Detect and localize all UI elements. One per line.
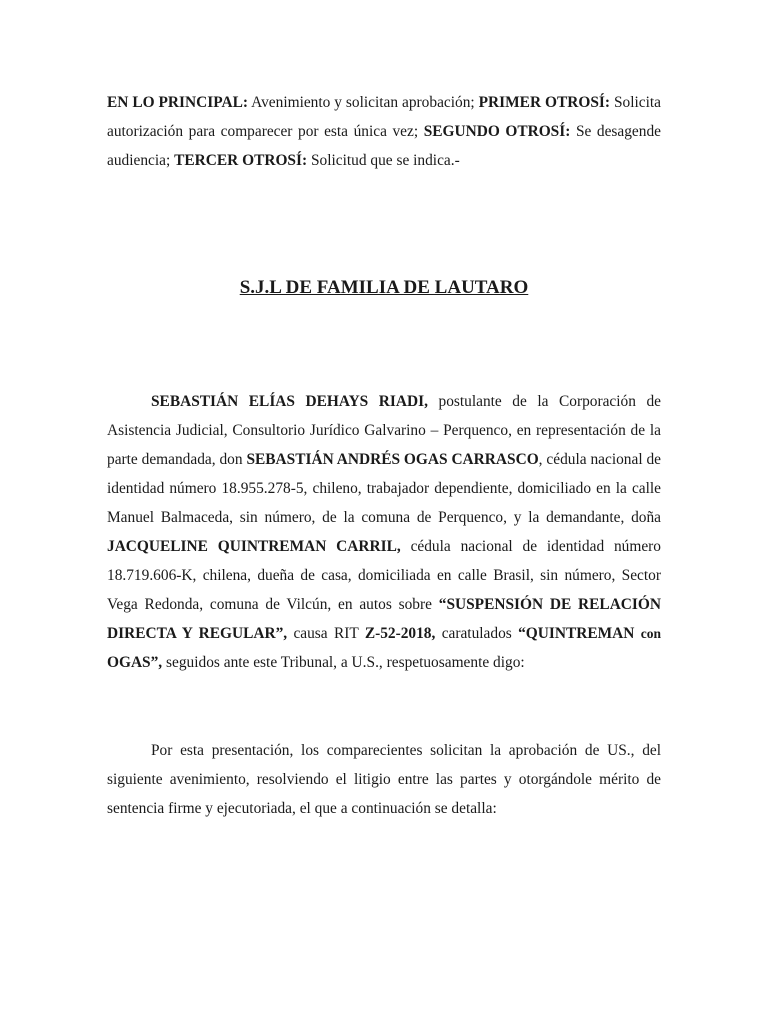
tercer-otrosi-label: TERCER OTROSÍ: [174, 152, 308, 169]
caratula-part-1: “QUINTREMAN [518, 625, 635, 642]
attorney-name: SEBASTIÁN ELÍAS DEHAYS RIADI, [151, 393, 428, 410]
presentacion-paragraph: Por esta presentación, los comparecientes solicitan la aprobación de US., del siguiente avenimiento, resolviendo el litigio entre las partes y otorgándole mérito de sentencia firme y ejecutoriada, el que a continuación se detalla: [107, 742, 661, 817]
defendant-name: SEBASTIÁN ANDRÉS OGAS CARRASCO [246, 451, 539, 468]
summa-paragraph [107, 88, 661, 175]
comparecencia-text-2: , cédula nacional de identidad número 18.955.278-5, chileno, trabajador dependiente, domiciliado en la calle Manuel Balmaceda, sin número, de la comuna de Perquenco, y la demandante, doña [107, 451, 662, 526]
court-title: S.J.L DE FAMILIA DE LAUTARO [239, 277, 529, 298]
principal-label: EN LO PRINCIPAL: [107, 94, 249, 111]
primer-otrosi-label: PRIMER OTROSÍ: [478, 94, 610, 111]
case-rit: Z-52-2018, [364, 625, 436, 642]
comparecencia-text-3: cédula nacional de identidad número 18.719.606-K, chilena, dueña de casa, domiciliada en calle Brasil, sin número, Sector Vega Redonda, comuna de Vilcún, en autos sobre [107, 538, 662, 613]
caratula-part-2: OGAS”, [107, 654, 163, 671]
tercer-otrosi-text: Solicitud que se indica.- [310, 152, 460, 169]
comparecencia-text-4: causa RIT [293, 625, 359, 642]
primer-otrosi-text: Solicita autorización para comparecer por esta única vez; [107, 94, 661, 140]
comparecencia-text-5: caratulados [441, 625, 512, 642]
comparecencia-paragraph [107, 387, 661, 677]
comparecencia-text-1: postulante de la Corporación de Asistencia Judicial, Consultorio Jurídico Galvarino – Perquenco, en representación de la parte demandada, don [107, 393, 661, 468]
comparecencia-text-6: seguidos ante este Tribunal, a U.S., respetuosamente digo: [166, 654, 525, 671]
segundo-otrosi-text: Se desagende audiencia; [107, 123, 661, 169]
plaintiff-name: JACQUELINE QUINTREMAN CARRIL, [107, 538, 401, 555]
segundo-otrosi-label: SEGUNDO OTROSÍ: [423, 123, 571, 140]
case-subject: “SUSPENSIÓN DE RELACIÓN DIRECTA Y REGULAR”, [107, 596, 661, 642]
principal-text: Avenimiento y solicitan aprobación; [251, 94, 475, 111]
caratula-con: con [640, 626, 661, 641]
